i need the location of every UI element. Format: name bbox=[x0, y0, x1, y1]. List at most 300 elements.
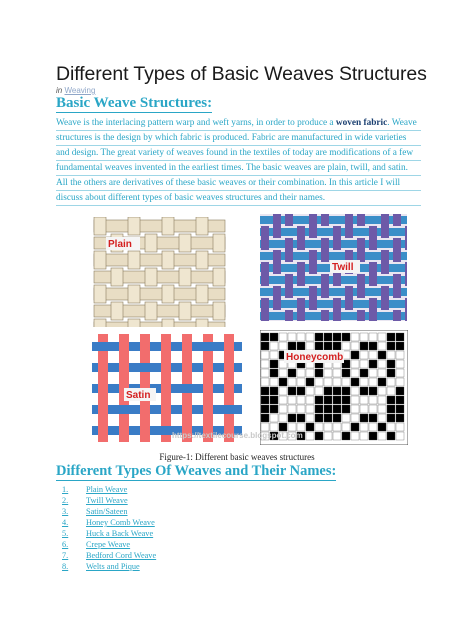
list-item[interactable] bbox=[62, 506, 156, 517]
list-item[interactable] bbox=[62, 561, 156, 572]
honeycomb-cell bbox=[270, 423, 278, 431]
twill-warp bbox=[309, 298, 317, 310]
honeycomb-cell bbox=[360, 432, 368, 440]
honeycomb-cell bbox=[333, 378, 341, 386]
honeycomb-cell bbox=[396, 432, 404, 440]
honeycomb-cell bbox=[360, 360, 368, 368]
honeycomb-cell bbox=[261, 405, 269, 413]
honeycomb-cell bbox=[315, 387, 323, 395]
honeycomb-cell bbox=[342, 378, 350, 386]
honeycomb-cell bbox=[351, 369, 359, 377]
twill-warp bbox=[261, 226, 269, 238]
honeycomb-cell bbox=[297, 378, 305, 386]
honeycomb-cell bbox=[297, 423, 305, 431]
honeycomb-label: Honeycomb bbox=[286, 352, 344, 363]
twill-warp bbox=[273, 250, 281, 262]
honeycomb-cell bbox=[279, 369, 287, 377]
honeycomb-cell bbox=[396, 333, 404, 341]
honeycomb-cell bbox=[333, 396, 341, 404]
twill-warp bbox=[393, 286, 401, 298]
honeycomb-cell bbox=[306, 396, 314, 404]
honeycomb-cell bbox=[378, 369, 386, 377]
list-item[interactable] bbox=[62, 495, 156, 506]
list-item-link[interactable]: Bedford Cord Weave bbox=[86, 551, 157, 560]
honeycomb-cell bbox=[360, 369, 368, 377]
honeycomb-cell bbox=[369, 369, 377, 377]
honeycomb-cell bbox=[333, 405, 341, 413]
honeycomb-cell bbox=[396, 342, 404, 350]
plain-label: Plain bbox=[108, 239, 132, 250]
honeycomb-cell bbox=[261, 351, 269, 359]
honeycomb-cell bbox=[324, 432, 332, 440]
warp-segment bbox=[145, 268, 157, 286]
twill-warp bbox=[261, 238, 269, 250]
honeycomb-cell bbox=[261, 387, 269, 395]
paragraph-text: fundamental weaves invented in the earliest times. The basic weaves are plain, twill, and satin. bbox=[56, 163, 408, 173]
list-item-number: 8. bbox=[62, 562, 69, 571]
twill-warp bbox=[285, 250, 293, 262]
honeycomb-cell bbox=[369, 333, 377, 341]
list-item-link[interactable]: Twill Weave bbox=[86, 496, 128, 505]
honeycomb-cell bbox=[315, 333, 323, 341]
honeycomb-cell bbox=[261, 396, 269, 404]
twill-warp bbox=[369, 298, 377, 310]
list-item-number: 2. bbox=[62, 496, 69, 505]
honeycomb-cell bbox=[324, 396, 332, 404]
honeycomb-cell bbox=[369, 387, 377, 395]
honeycomb-cell bbox=[378, 333, 386, 341]
honeycomb-cell bbox=[297, 342, 305, 350]
list-item[interactable] bbox=[62, 517, 156, 528]
honeycomb-weave-image bbox=[260, 330, 408, 445]
twill-warp bbox=[405, 310, 407, 321]
honeycomb-cell bbox=[351, 333, 359, 341]
honeycomb-cell bbox=[315, 423, 323, 431]
list-item-link[interactable]: Plain Weave bbox=[86, 485, 128, 494]
warp-segment bbox=[213, 234, 225, 252]
twill-warp bbox=[381, 286, 389, 298]
twill-warp bbox=[369, 238, 377, 250]
twill-warp bbox=[357, 214, 365, 226]
honeycomb-cell bbox=[315, 342, 323, 350]
honeycomb-cell bbox=[261, 369, 269, 377]
twill-warp bbox=[369, 262, 377, 274]
honeycomb-cell bbox=[288, 414, 296, 422]
twill-warp bbox=[405, 274, 407, 286]
honeycomb-cell bbox=[261, 414, 269, 422]
twill-warp bbox=[333, 274, 341, 286]
honeycomb-cell bbox=[369, 414, 377, 422]
twill-warp bbox=[345, 298, 353, 310]
honeycomb-cell bbox=[342, 396, 350, 404]
honeycomb-cell bbox=[279, 423, 287, 431]
honeycomb-cell bbox=[369, 378, 377, 386]
honeycomb-cell bbox=[297, 405, 305, 413]
twill-warp bbox=[405, 262, 407, 274]
honeycomb-cell bbox=[333, 369, 341, 377]
honeycomb-cell bbox=[297, 396, 305, 404]
intro-paragraph bbox=[56, 116, 421, 206]
honeycomb-cell bbox=[315, 369, 323, 377]
honeycomb-cell bbox=[306, 405, 314, 413]
honeycomb-cell bbox=[270, 387, 278, 395]
twill-warp bbox=[369, 226, 377, 238]
warp-segment bbox=[213, 302, 225, 320]
twill-warp bbox=[381, 214, 389, 226]
honeycomb-cell bbox=[270, 378, 278, 386]
twill-warp bbox=[393, 250, 401, 262]
twill-warp bbox=[261, 310, 269, 321]
twill-warp bbox=[393, 310, 401, 321]
honeycomb-cell bbox=[324, 378, 332, 386]
list-item-link[interactable]: Honey Comb Weave bbox=[86, 518, 155, 527]
list-item[interactable] bbox=[62, 539, 156, 550]
honeycomb-cell bbox=[396, 351, 404, 359]
honeycomb-cell bbox=[378, 378, 386, 386]
honeycomb-cell bbox=[387, 360, 395, 368]
paragraph-text: discuss about different types of basic weaves structures and their names. bbox=[56, 193, 326, 203]
twill-warp bbox=[273, 214, 281, 226]
honeycomb-cell bbox=[387, 414, 395, 422]
twill-warp bbox=[309, 250, 317, 262]
warp-segment bbox=[128, 217, 140, 235]
honeycomb-cell bbox=[270, 369, 278, 377]
honeycomb-cell bbox=[333, 333, 341, 341]
warp-segment bbox=[145, 234, 157, 252]
honeycomb-cell bbox=[270, 405, 278, 413]
twill-warp bbox=[297, 226, 305, 238]
honeycomb-cell bbox=[315, 405, 323, 413]
twill-warp bbox=[345, 226, 353, 238]
category-link[interactable]: Weaving bbox=[64, 86, 96, 95]
honeycomb-cell bbox=[360, 414, 368, 422]
twill-warp bbox=[381, 262, 389, 274]
warp-segment bbox=[196, 251, 208, 269]
honeycomb-cell bbox=[369, 342, 377, 350]
honeycomb-cell bbox=[333, 423, 341, 431]
honeycomb-cell bbox=[324, 414, 332, 422]
honeycomb-cell bbox=[288, 396, 296, 404]
warp-segment bbox=[196, 285, 208, 303]
honeycomb-cell bbox=[387, 369, 395, 377]
twill-warp bbox=[345, 214, 353, 226]
warp-segment bbox=[94, 319, 106, 327]
list-item-link[interactable]: Huck a Back Weave bbox=[86, 529, 154, 538]
twill-warp bbox=[297, 262, 305, 274]
honeycomb-cell bbox=[342, 369, 350, 377]
honeycomb-cell bbox=[261, 342, 269, 350]
twill-warp bbox=[273, 262, 281, 274]
honeycomb-cell bbox=[396, 360, 404, 368]
list-item-link[interactable]: Welts and Pique bbox=[86, 562, 140, 571]
honeycomb-cell bbox=[279, 387, 287, 395]
honeycomb-cell bbox=[369, 351, 377, 359]
warp-segment bbox=[128, 285, 140, 303]
honeycomb-cell bbox=[324, 405, 332, 413]
honeycomb-cell bbox=[378, 351, 386, 359]
satin-weave-image bbox=[92, 334, 242, 442]
section-heading-basic: Basic Weave Structures: bbox=[56, 95, 213, 111]
satin-interlace bbox=[161, 426, 171, 435]
honeycomb-cell bbox=[324, 387, 332, 395]
honeycomb-cell bbox=[306, 423, 314, 431]
twill-warp bbox=[321, 238, 329, 250]
warp-segment bbox=[94, 285, 106, 303]
satin-warp bbox=[161, 334, 171, 442]
honeycomb-cell bbox=[324, 342, 332, 350]
honeycomb-cell bbox=[360, 405, 368, 413]
list-item-number: 4. bbox=[62, 518, 69, 527]
honeycomb-cell bbox=[306, 369, 314, 377]
honeycomb-cell bbox=[342, 387, 350, 395]
twill-warp bbox=[309, 262, 317, 274]
honeycomb-cell bbox=[297, 414, 305, 422]
satin-interlace bbox=[224, 405, 234, 414]
satin-interlace bbox=[119, 405, 129, 414]
honeycomb-cell bbox=[279, 333, 287, 341]
warp-segment bbox=[162, 251, 174, 269]
honeycomb-cell bbox=[387, 333, 395, 341]
honeycomb-cell bbox=[315, 396, 323, 404]
honeycomb-cell bbox=[270, 351, 278, 359]
list-item[interactable] bbox=[62, 550, 156, 561]
honeycomb-cell bbox=[351, 378, 359, 386]
twill-warp bbox=[333, 238, 341, 250]
honeycomb-cell bbox=[360, 342, 368, 350]
twill-label: Twill bbox=[332, 262, 354, 273]
list-item-number: 5. bbox=[62, 529, 69, 538]
category-prefix: in bbox=[56, 86, 63, 95]
weave-figure bbox=[80, 212, 410, 452]
paragraph-text: structures is the design by which fabric is produced. Fabric are manufactured in wide varieties bbox=[56, 133, 407, 143]
twill-warp bbox=[309, 214, 317, 226]
woven-fabric-link[interactable]: woven fabric bbox=[335, 118, 388, 128]
twill-warp bbox=[309, 226, 317, 238]
honeycomb-cell bbox=[306, 378, 314, 386]
twill-warp bbox=[405, 298, 407, 310]
twill-warp bbox=[357, 274, 365, 286]
honeycomb-cell bbox=[270, 333, 278, 341]
twill-warp bbox=[321, 274, 329, 286]
honeycomb-cell bbox=[396, 378, 404, 386]
honeycomb-cell bbox=[261, 423, 269, 431]
twill-warp bbox=[393, 214, 401, 226]
twill-warp bbox=[321, 286, 329, 298]
honeycomb-cell bbox=[351, 414, 359, 422]
paragraph-text: and design. The great variety of weaves found in the textiles of today are modifications of a few bbox=[56, 148, 414, 158]
honeycomb-cell bbox=[270, 360, 278, 368]
honeycomb-cell bbox=[342, 342, 350, 350]
twill-warp bbox=[285, 286, 293, 298]
twill-warp bbox=[309, 286, 317, 298]
warp-segment bbox=[145, 302, 157, 320]
section-heading-types: Different Types Of Weaves and Their Names: bbox=[56, 463, 337, 479]
honeycomb-cell bbox=[351, 387, 359, 395]
honeycomb-cell bbox=[342, 423, 350, 431]
twill-warp bbox=[321, 214, 329, 226]
honeycomb-cell bbox=[369, 405, 377, 413]
honeycomb-cell bbox=[261, 360, 269, 368]
warp-segment bbox=[213, 268, 225, 286]
honeycomb-cell bbox=[396, 369, 404, 377]
honeycomb-cell bbox=[288, 333, 296, 341]
honeycomb-cell bbox=[288, 423, 296, 431]
honeycomb-cell bbox=[378, 387, 386, 395]
twill-warp bbox=[261, 274, 269, 286]
list-item-link[interactable]: Satin/Sateen bbox=[86, 507, 128, 516]
warp-segment bbox=[179, 268, 191, 286]
honeycomb-cell bbox=[288, 387, 296, 395]
honeycomb-cell bbox=[306, 333, 314, 341]
honeycomb-cell bbox=[369, 432, 377, 440]
honeycomb-cell bbox=[387, 432, 395, 440]
honeycomb-cell bbox=[333, 342, 341, 350]
satin-interlace bbox=[98, 342, 108, 351]
honeycomb-cell bbox=[333, 414, 341, 422]
honeycomb-cell bbox=[342, 414, 350, 422]
twill-warp bbox=[273, 226, 281, 238]
honeycomb-cell bbox=[396, 423, 404, 431]
category-line bbox=[56, 86, 95, 95]
honeycomb-cell bbox=[306, 342, 314, 350]
honeycomb-cell bbox=[378, 396, 386, 404]
honeycomb-cell bbox=[270, 342, 278, 350]
honeycomb-cell bbox=[387, 396, 395, 404]
twill-warp bbox=[381, 226, 389, 238]
honeycomb-cell bbox=[306, 432, 314, 440]
twill-warp bbox=[321, 250, 329, 262]
honeycomb-cell bbox=[324, 369, 332, 377]
honeycomb-cell bbox=[351, 360, 359, 368]
satin-interlace bbox=[182, 384, 192, 393]
honeycomb-cell bbox=[261, 378, 269, 386]
twill-warp bbox=[381, 250, 389, 262]
honeycomb-cell bbox=[378, 432, 386, 440]
twill-warp bbox=[285, 310, 293, 321]
honeycomb-cell bbox=[279, 378, 287, 386]
list-item[interactable] bbox=[62, 484, 156, 495]
twill-warp bbox=[297, 238, 305, 250]
figure-caption: Figure-1: Different basic weaves structures bbox=[159, 452, 315, 462]
honeycomb-cell bbox=[279, 396, 287, 404]
list-item-link[interactable]: Crepe Weave bbox=[86, 540, 131, 549]
satin-warp bbox=[224, 334, 234, 442]
honeycomb-cell bbox=[288, 342, 296, 350]
honeycomb-cell bbox=[351, 342, 359, 350]
honeycomb-cell bbox=[315, 414, 323, 422]
warp-segment bbox=[94, 251, 106, 269]
warp-segment bbox=[179, 302, 191, 320]
honeycomb-cell bbox=[360, 333, 368, 341]
list-item-number: 6. bbox=[62, 540, 69, 549]
twill-warp bbox=[273, 298, 281, 310]
honeycomb-cell bbox=[351, 396, 359, 404]
twill-warp bbox=[333, 298, 341, 310]
twill-warp bbox=[393, 274, 401, 286]
list-item-number: 3. bbox=[62, 507, 69, 516]
twill-warp bbox=[393, 238, 401, 250]
satin-interlace bbox=[140, 363, 150, 372]
twill-warp bbox=[405, 238, 407, 250]
honeycomb-cell bbox=[315, 378, 323, 386]
honeycomb-cell bbox=[378, 414, 386, 422]
paragraph-line bbox=[56, 131, 421, 146]
warp-segment bbox=[111, 268, 123, 286]
honeycomb-cell bbox=[360, 378, 368, 386]
warp-segment bbox=[196, 319, 208, 327]
honeycomb-cell bbox=[315, 432, 323, 440]
paragraph-text: Weave is the interlacing pattern warp and weft yarns, in order to produce a bbox=[56, 118, 336, 128]
honeycomb-cell bbox=[387, 387, 395, 395]
warp-segment bbox=[162, 319, 174, 327]
page-title: Different Types of Basic Weaves Structures bbox=[56, 63, 427, 85]
honeycomb-cell bbox=[306, 387, 314, 395]
paragraph-text: All the others are derivatives of these basic weaves or their combination. In this article I will bbox=[56, 178, 401, 188]
twill-warp bbox=[297, 298, 305, 310]
honeycomb-cell bbox=[279, 342, 287, 350]
honeycomb-cell bbox=[360, 396, 368, 404]
warp-segment bbox=[128, 251, 140, 269]
warp-segment bbox=[162, 217, 174, 235]
plain-weave-image bbox=[88, 217, 231, 327]
paragraph-line bbox=[56, 161, 421, 176]
twill-warp bbox=[357, 238, 365, 250]
honeycomb-cell bbox=[378, 342, 386, 350]
honeycomb-cell bbox=[279, 405, 287, 413]
honeycomb-cell bbox=[360, 351, 368, 359]
twill-warp bbox=[285, 214, 293, 226]
twill-warp bbox=[321, 310, 329, 321]
list-item[interactable] bbox=[62, 528, 156, 539]
honeycomb-cell bbox=[396, 414, 404, 422]
honeycomb-cell bbox=[342, 405, 350, 413]
honeycomb-cell bbox=[324, 423, 332, 431]
watermark: https://textilecourse.blogspot.com bbox=[172, 431, 303, 440]
twill-warp bbox=[333, 226, 341, 238]
satin-interlace bbox=[203, 342, 213, 351]
honeycomb-cell bbox=[297, 387, 305, 395]
honeycomb-cell bbox=[342, 432, 350, 440]
honeycomb-cell bbox=[270, 414, 278, 422]
honeycomb-cell bbox=[342, 333, 350, 341]
honeycomb-cell bbox=[270, 396, 278, 404]
twill-warp bbox=[369, 310, 377, 321]
honeycomb-cell bbox=[360, 423, 368, 431]
honeycomb-cell bbox=[351, 432, 359, 440]
honeycomb-cell bbox=[351, 405, 359, 413]
twill-warp bbox=[381, 298, 389, 310]
honeycomb-cell bbox=[387, 378, 395, 386]
honeycomb-cell bbox=[369, 360, 377, 368]
twill-warp bbox=[261, 262, 269, 274]
twill-warp bbox=[357, 310, 365, 321]
paragraph-text: . Weave bbox=[387, 118, 417, 128]
twill-warp bbox=[357, 286, 365, 298]
honeycomb-cell bbox=[306, 414, 314, 422]
honeycomb-cell bbox=[387, 423, 395, 431]
twill-warp bbox=[297, 274, 305, 286]
honeycomb-cell bbox=[324, 333, 332, 341]
warp-segment bbox=[94, 217, 106, 235]
honeycomb-cell bbox=[387, 342, 395, 350]
honeycomb-cell bbox=[297, 369, 305, 377]
twill-warp bbox=[261, 298, 269, 310]
honeycomb-cell bbox=[387, 405, 395, 413]
list-item-number: 1. bbox=[62, 485, 69, 494]
twill-warp bbox=[405, 226, 407, 238]
honeycomb-cell bbox=[396, 396, 404, 404]
honeycomb-cell bbox=[279, 414, 287, 422]
